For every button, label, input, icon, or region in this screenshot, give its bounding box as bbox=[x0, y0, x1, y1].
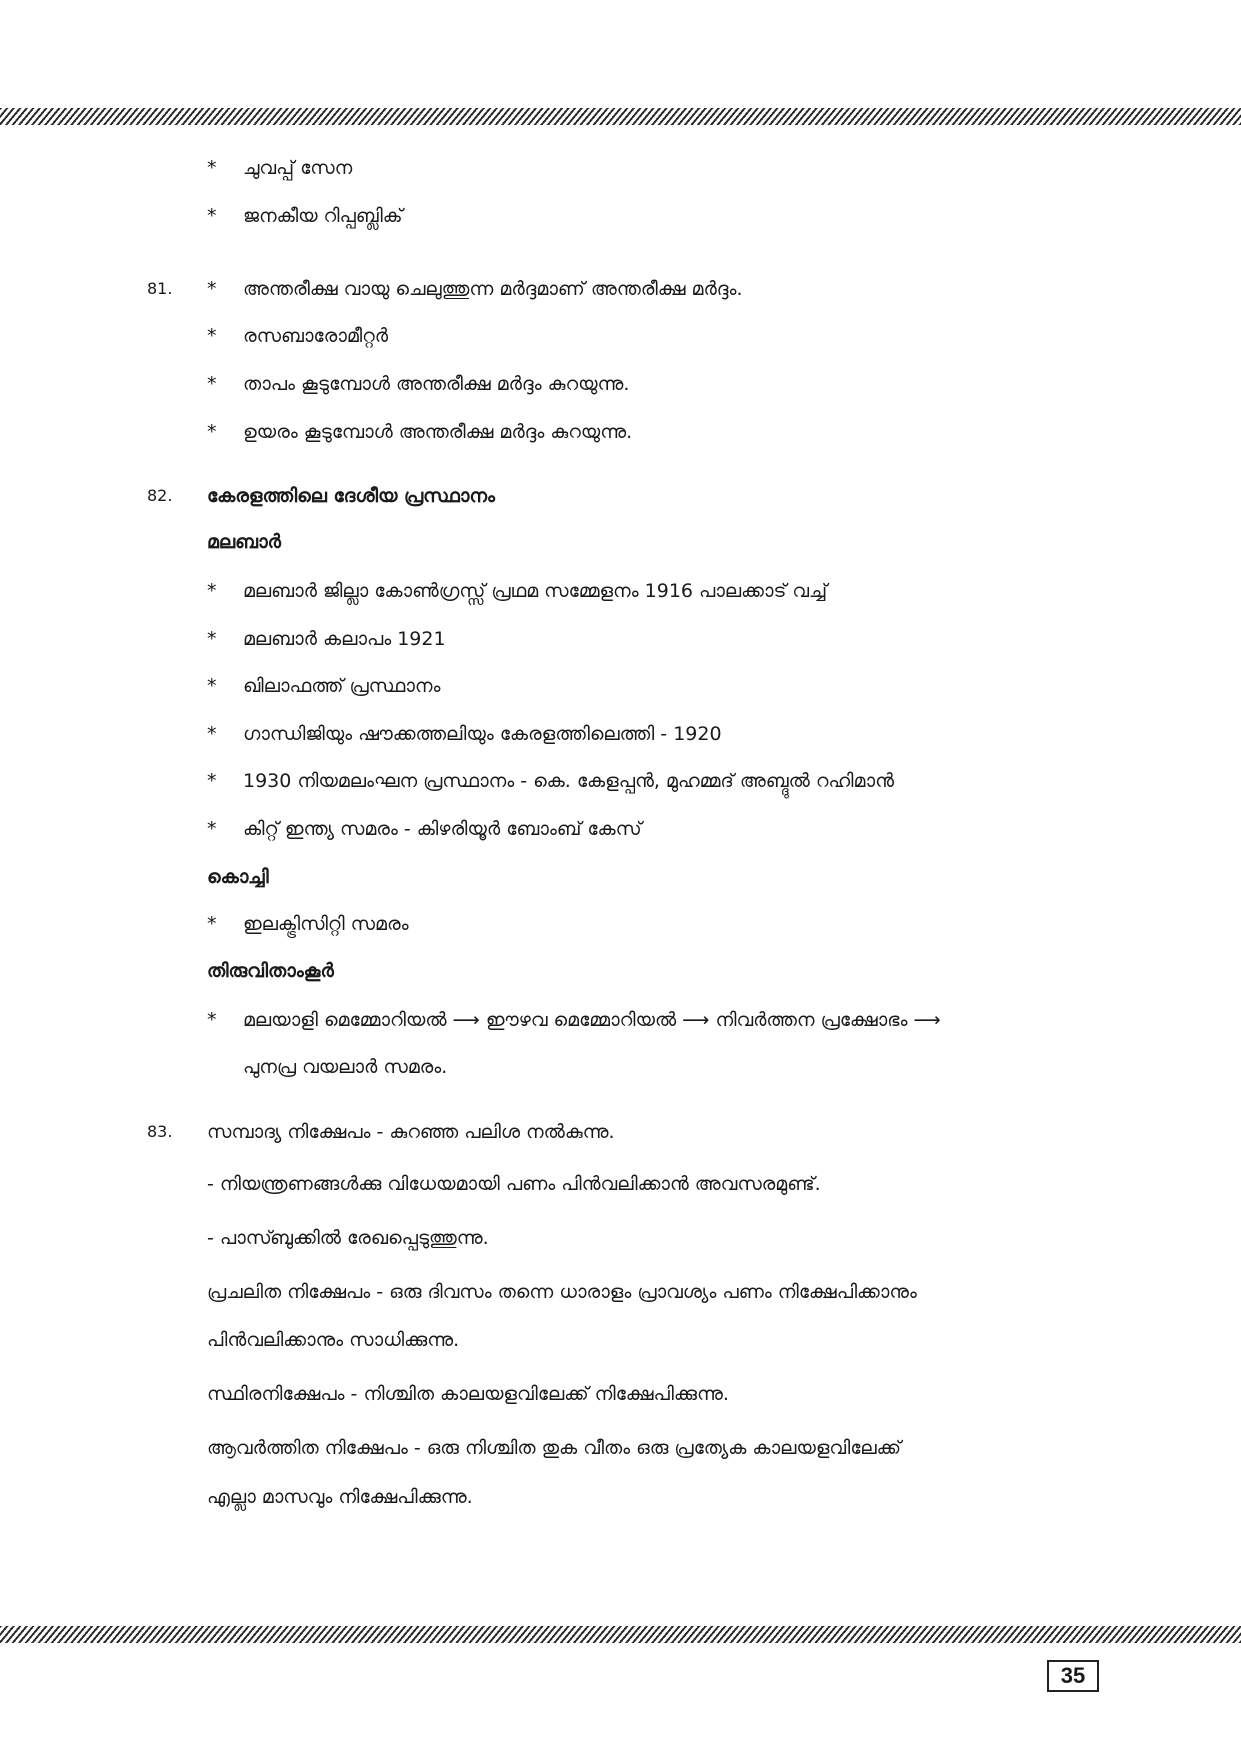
bullet-icon: * bbox=[207, 628, 217, 650]
paragraph: സമ്പാദ്യ നിക്ഷേപം - കുറഞ്ഞ പലിശ നൽകുന്നു. bbox=[207, 1121, 615, 1143]
paragraph: സ്ഥിരനിക്ഷേപം - നിശ്ചിത കാലയളവിലേക്ക് നിക്ഷേപിക്കുന്നു. bbox=[207, 1383, 729, 1405]
subheading-kochi: കൊച്ചി bbox=[207, 866, 269, 888]
list-item: രസബാരോമീറ്റർ bbox=[243, 325, 389, 347]
bullet-icon: * bbox=[207, 157, 217, 179]
paragraph: പ്രചലിത നിക്ഷേപം - ഒരു ദിവസം തന്നെ ധാരാളം പ്രാവശ്യം പണം നിക്ഷേപിക്കാനും bbox=[207, 1281, 917, 1303]
bullet-icon: * bbox=[207, 818, 217, 840]
bottom-hatch-border bbox=[0, 1626, 1241, 1643]
top-hatch-border bbox=[0, 108, 1241, 125]
paragraph: - പാസ്ബുക്കിൽ രേഖപ്പെടുത്തുന്നു. bbox=[207, 1227, 489, 1249]
paragraph: - നിയന്ത്രണങ്ങൾക്കു വിധേയമായി പണം പിൻവലിക്കാൻ അവസരമുണ്ട്. bbox=[207, 1173, 821, 1195]
question-number: 81. bbox=[147, 279, 173, 298]
bullet-icon: * bbox=[207, 278, 217, 300]
question-number: 83. bbox=[147, 1122, 173, 1141]
list-item: മലയാളി മെമ്മോറിയൽ ⟶ ഈഴവ മെമ്മോറിയൽ ⟶ നിവർത്തന പ്രക്ഷോഭം ⟶ bbox=[243, 1009, 941, 1031]
list-item: മലബാർ കലാപം 1921 bbox=[243, 628, 446, 650]
list-item: താപം കൂടുമ്പോൾ അന്തരീക്ഷ മർദ്ദം കുറയുന്നു. bbox=[243, 373, 630, 395]
section-title: കേരളത്തിലെ ദേശീയ പ്രസ്ഥാനം bbox=[207, 485, 496, 507]
list-item-continuation: പുനപ്ര വയലാർ സമരം. bbox=[243, 1056, 448, 1078]
question-number: 82. bbox=[147, 486, 173, 505]
bullet-icon: * bbox=[207, 325, 217, 347]
list-item: ജനകീയ റിപ്പബ്ലിക് bbox=[243, 205, 403, 227]
list-item: 1930 നിയമലംഘന പ്രസ്ഥാനം - കെ. കേളപ്പൻ, മുഹമ്മദ് അബ്ദുൽ റഹിമാൻ bbox=[243, 770, 894, 792]
paragraph: എല്ലാ മാസവും നിക്ഷേപിക്കുന്നു. bbox=[207, 1486, 473, 1508]
paragraph: ആവർത്തിത നിക്ഷേപം - ഒരു നിശ്ചിത തുക വീതം ഒരു പ്രത്യേക കാലയളവിലേക്ക് bbox=[207, 1437, 902, 1459]
list-item: ചുവപ്പ് സേന bbox=[243, 157, 353, 179]
bullet-icon: * bbox=[207, 913, 217, 935]
bullet-icon: * bbox=[207, 373, 217, 395]
bullet-icon: * bbox=[207, 205, 217, 227]
page-number: 35 bbox=[1047, 1660, 1099, 1692]
bullet-icon: * bbox=[207, 723, 217, 745]
bullet-icon: * bbox=[207, 421, 217, 443]
bullet-icon: * bbox=[207, 1009, 217, 1031]
list-item: ഉയരം കൂടുമ്പോൾ അന്തരീക്ഷ മർദ്ദം കുറയുന്നു. bbox=[243, 421, 633, 443]
bullet-icon: * bbox=[207, 580, 217, 602]
subheading-travancore: തിരുവിതാംകൂർ bbox=[207, 960, 334, 982]
subheading-malabar: മലബാർ bbox=[207, 531, 281, 553]
list-item: ഇലക്ട്രിസിറ്റി സമരം bbox=[243, 913, 409, 935]
list-item: ഖിലാഫത്ത് പ്രസ്ഥാനം bbox=[243, 675, 441, 697]
list-item: ഗാന്ധിജിയും ഷൗക്കത്തലിയും കേരളത്തിലെത്തി - 1920 bbox=[243, 723, 722, 745]
list-item: അന്തരീക്ഷ വായു ചെലുത്തുന്ന മർദ്ദമാണ് അന്തരീക്ഷ മർദ്ദം. bbox=[243, 278, 743, 300]
list-item: മലബാർ ജില്ലാ കോൺഗ്രസ്സ് പ്രഥമ സമ്മേളനം 1916 പാലക്കാട് വച്ച് bbox=[243, 580, 828, 602]
bullet-icon: * bbox=[207, 770, 217, 792]
list-item: കിറ്റ് ഇന്ത്യ സമരം - കിഴരിയൂർ ബോംബ് കേസ് bbox=[243, 818, 642, 840]
paragraph: പിൻവലിക്കാനും സാധിക്കുന്നു. bbox=[207, 1329, 460, 1351]
bullet-icon: * bbox=[207, 675, 217, 697]
